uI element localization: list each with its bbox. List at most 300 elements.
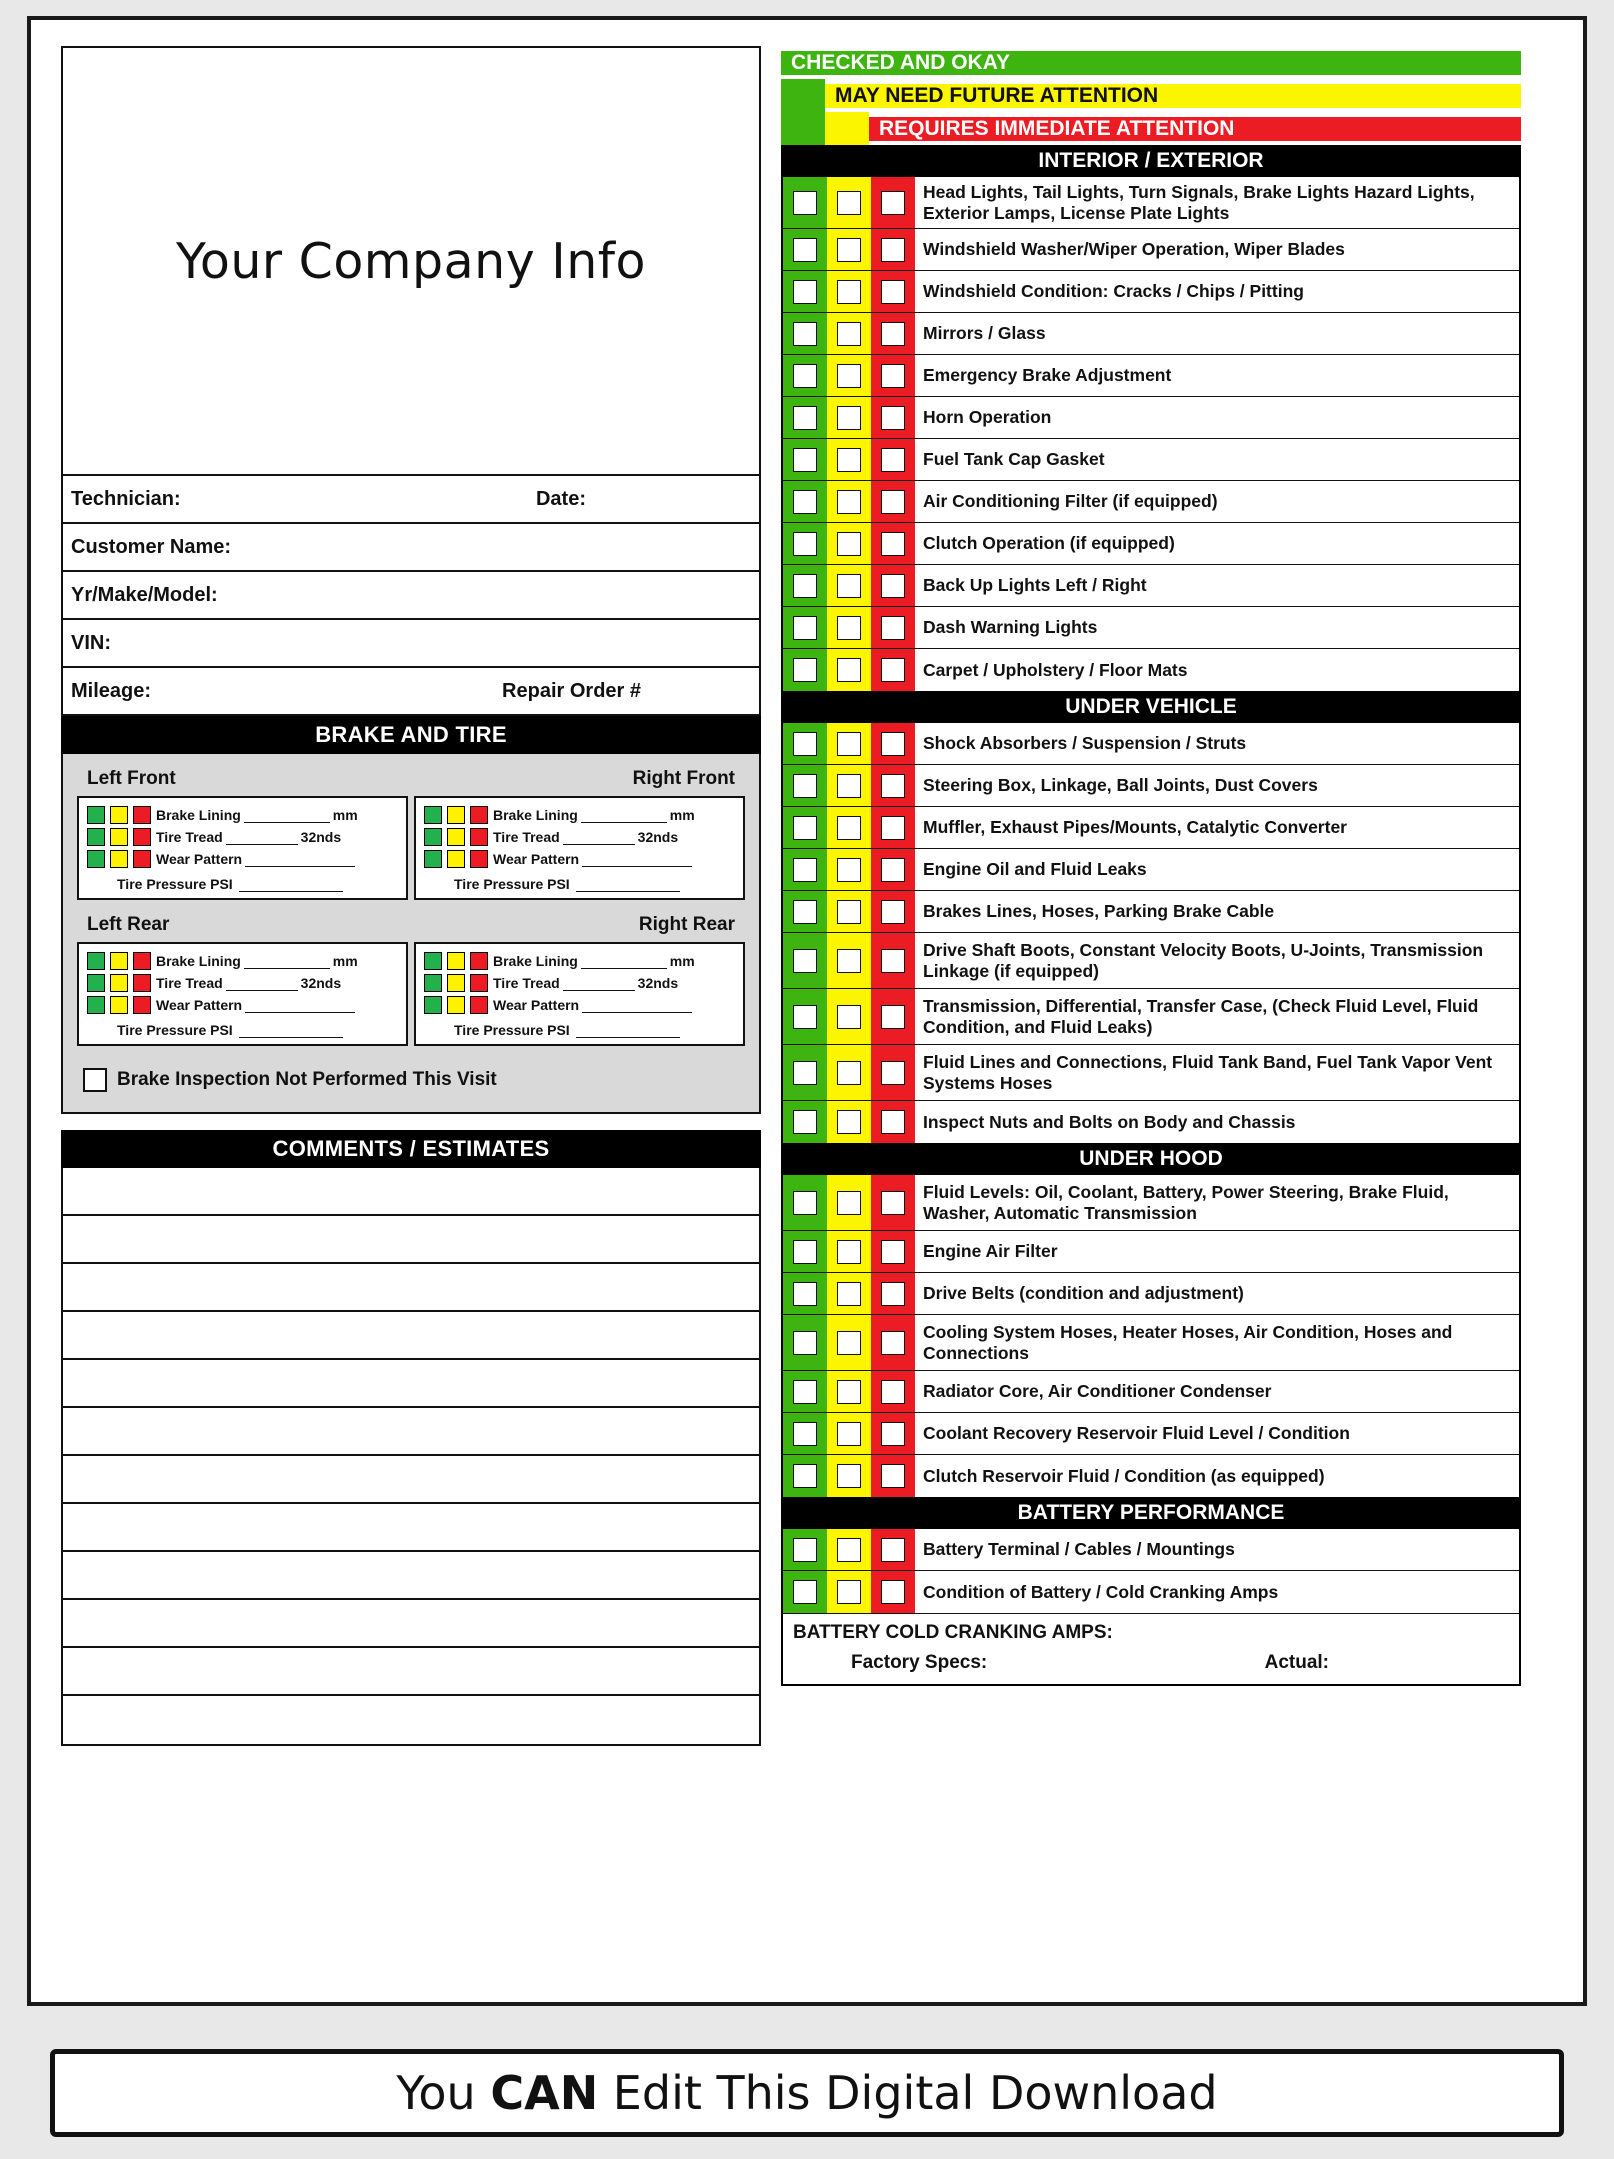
swatch-red-icon[interactable]	[470, 850, 488, 868]
checkbox-green[interactable]	[793, 448, 817, 472]
swatch-red-icon[interactable]	[470, 806, 488, 824]
comment-line[interactable]	[63, 1600, 759, 1648]
checkbox-yellow[interactable]	[837, 322, 861, 346]
cell-red[interactable]	[871, 313, 915, 354]
swatch-green-icon[interactable]	[87, 828, 105, 846]
checkbox-red[interactable]	[881, 406, 905, 430]
swatch-yellow-icon[interactable]	[110, 996, 128, 1014]
cell-yellow[interactable]	[827, 807, 871, 848]
cell-green[interactable]	[783, 1455, 827, 1497]
swatch-red-icon[interactable]	[470, 828, 488, 846]
cell-red[interactable]	[871, 723, 915, 764]
write-line[interactable]	[239, 880, 343, 892]
checkbox-green[interactable]	[793, 732, 817, 756]
checklist-row[interactable]	[783, 1529, 1519, 1571]
cell-red[interactable]	[871, 607, 915, 648]
checkbox-red[interactable]	[881, 1538, 905, 1562]
cell-yellow[interactable]	[827, 439, 871, 480]
cell-yellow[interactable]	[827, 649, 871, 691]
brake-not-performed-checkbox[interactable]	[83, 1068, 107, 1092]
write-line[interactable]	[244, 811, 330, 823]
write-line[interactable]	[226, 979, 298, 991]
wheel-line-brake-lining	[87, 952, 398, 970]
checklist-row[interactable]	[783, 807, 1519, 849]
cell-red[interactable]	[871, 891, 915, 932]
checkbox-red[interactable]	[881, 732, 905, 756]
checkbox-green[interactable]	[793, 490, 817, 514]
cell-yellow[interactable]	[827, 1371, 871, 1412]
checkbox-red[interactable]	[881, 1580, 905, 1604]
checklist-row[interactable]	[783, 1571, 1519, 1613]
swatch-yellow-icon[interactable]	[447, 974, 465, 992]
checkbox-green[interactable]	[793, 616, 817, 640]
cell-red[interactable]	[871, 1045, 915, 1100]
checkbox-green[interactable]	[793, 658, 817, 682]
cell-green[interactable]	[783, 481, 827, 522]
checkbox-green[interactable]	[793, 949, 817, 973]
wheel-label-right-rear: Right Rear	[638, 914, 735, 935]
cell-green[interactable]	[783, 765, 827, 806]
checklist-row[interactable]	[783, 1273, 1519, 1315]
cell-green[interactable]	[783, 177, 827, 228]
checklist-row[interactable]	[783, 439, 1519, 481]
cell-red[interactable]	[871, 1571, 915, 1613]
cell-green[interactable]	[783, 523, 827, 564]
cell-green[interactable]	[783, 807, 827, 848]
cell-yellow[interactable]	[827, 989, 871, 1044]
swatch-green-icon[interactable]	[424, 974, 442, 992]
checkbox-green[interactable]	[793, 406, 817, 430]
cell-yellow[interactable]	[827, 1455, 871, 1497]
comments-lines[interactable]	[61, 1168, 761, 1746]
swatch-red-icon[interactable]	[133, 806, 151, 824]
checkbox-yellow[interactable]	[837, 774, 861, 798]
checkbox-red[interactable]	[881, 858, 905, 882]
cell-green[interactable]	[783, 1571, 827, 1613]
checkbox-yellow[interactable]	[837, 1331, 861, 1355]
checklist-row[interactable]	[783, 607, 1519, 649]
cell-red[interactable]	[871, 849, 915, 890]
swatch-green-icon[interactable]	[424, 828, 442, 846]
cell-red[interactable]	[871, 439, 915, 480]
write-line[interactable]	[239, 1026, 343, 1038]
checkbox-yellow[interactable]	[837, 574, 861, 598]
checkbox-yellow[interactable]	[837, 532, 861, 556]
swatch-green-icon[interactable]	[87, 806, 105, 824]
swatch-red-icon[interactable]	[133, 974, 151, 992]
swatch-yellow-icon[interactable]	[447, 952, 465, 970]
checkbox-red[interactable]	[881, 280, 905, 304]
cell-green[interactable]	[783, 723, 827, 764]
checkbox-green[interactable]	[793, 1464, 817, 1488]
checkbox-green[interactable]	[793, 1422, 817, 1446]
checkbox-red[interactable]	[881, 900, 905, 924]
checkbox-yellow[interactable]	[837, 816, 861, 840]
checkbox-red[interactable]	[881, 1282, 905, 1306]
front-wheel-boxes	[77, 796, 745, 900]
cell-red[interactable]	[871, 933, 915, 988]
checklist-row[interactable]	[783, 989, 1519, 1045]
checkbox-yellow[interactable]	[837, 490, 861, 514]
cell-yellow[interactable]	[827, 177, 871, 228]
checklist-row[interactable]	[783, 1231, 1519, 1273]
comment-line[interactable]	[63, 1552, 759, 1600]
left-column	[61, 46, 761, 1976]
swatch-yellow-icon[interactable]	[447, 806, 465, 824]
cell-green[interactable]	[783, 1371, 827, 1412]
checkbox-yellow[interactable]	[837, 1005, 861, 1029]
checkbox-green[interactable]	[793, 1538, 817, 1562]
comment-line[interactable]	[63, 1504, 759, 1552]
cell-yellow[interactable]	[827, 271, 871, 312]
checklist-row[interactable]	[783, 481, 1519, 523]
cell-red[interactable]	[871, 1315, 915, 1370]
field-label-technician: Technician:	[71, 487, 181, 510]
cell-red[interactable]	[871, 1529, 915, 1570]
checkbox-green[interactable]	[793, 1282, 817, 1306]
cell-yellow[interactable]	[827, 523, 871, 564]
wheel-box-left-rear	[77, 942, 408, 1046]
wheel-box-right-rear	[414, 942, 745, 1046]
checklist-row[interactable]	[783, 723, 1519, 765]
company-info-box[interactable]	[61, 46, 761, 476]
checkbox-yellow[interactable]	[837, 1240, 861, 1264]
checkbox-red[interactable]	[881, 658, 905, 682]
swatch-yellow-icon[interactable]	[447, 996, 465, 1014]
cell-green[interactable]	[783, 439, 827, 480]
wheel-line-wear-pattern	[424, 996, 735, 1014]
checkbox-green[interactable]	[793, 900, 817, 924]
cell-yellow[interactable]	[827, 1045, 871, 1100]
checkbox-green[interactable]	[793, 1380, 817, 1404]
checkbox-yellow[interactable]	[837, 1538, 861, 1562]
comment-line[interactable]	[63, 1360, 759, 1408]
checkbox-yellow[interactable]	[837, 900, 861, 924]
cell-green[interactable]	[783, 1101, 827, 1143]
swatch-yellow-icon[interactable]	[447, 828, 465, 846]
comment-line[interactable]	[63, 1216, 759, 1264]
cell-green[interactable]	[783, 607, 827, 648]
checkbox-red[interactable]	[881, 774, 905, 798]
checkbox-green[interactable]	[793, 774, 817, 798]
checklist-label: Steering Box, Linkage, Ball Joints, Dust Covers	[923, 775, 1318, 796]
cell-green[interactable]	[783, 1273, 827, 1314]
label-tire-pressure: Tire Pressure PSI	[117, 1022, 233, 1038]
checkbox-red[interactable]	[881, 1331, 905, 1355]
cell-green[interactable]	[783, 1413, 827, 1454]
checkbox-red[interactable]	[881, 322, 905, 346]
swatch-red-icon[interactable]	[133, 996, 151, 1014]
cell-yellow[interactable]	[827, 607, 871, 648]
checkbox-red[interactable]	[881, 490, 905, 514]
checkbox-green[interactable]	[793, 858, 817, 882]
write-line[interactable]	[563, 979, 635, 991]
checkbox-yellow[interactable]	[837, 732, 861, 756]
checkbox-green[interactable]	[793, 238, 817, 262]
checklist-row[interactable]	[783, 523, 1519, 565]
cell-green[interactable]	[783, 891, 827, 932]
checklist-row[interactable]	[783, 649, 1519, 691]
cell-red[interactable]	[871, 1231, 915, 1272]
checkbox-yellow[interactable]	[837, 1110, 861, 1134]
checkbox-yellow[interactable]	[837, 858, 861, 882]
checkbox-red[interactable]	[881, 191, 905, 215]
checkbox-green[interactable]	[793, 364, 817, 388]
cell-green[interactable]	[783, 933, 827, 988]
swatch-yellow-icon[interactable]	[447, 850, 465, 868]
swatch-green-icon[interactable]	[87, 974, 105, 992]
cell-yellow[interactable]	[827, 1315, 871, 1370]
write-line[interactable]	[576, 880, 680, 892]
cell-yellow[interactable]	[827, 397, 871, 438]
swatch-yellow-icon[interactable]	[110, 952, 128, 970]
field-vin[interactable]	[61, 620, 761, 668]
field-mileage[interactable]	[61, 668, 761, 716]
comment-line[interactable]	[63, 1264, 759, 1312]
checkbox-red[interactable]	[881, 1061, 905, 1085]
checkbox-yellow[interactable]	[837, 280, 861, 304]
checkbox-red[interactable]	[881, 1110, 905, 1134]
swatch-green-icon[interactable]	[424, 806, 442, 824]
checkbox-red[interactable]	[881, 616, 905, 640]
checkbox-green[interactable]	[793, 322, 817, 346]
cell-red[interactable]	[871, 1371, 915, 1412]
write-line[interactable]	[563, 833, 635, 845]
checkbox-red[interactable]	[881, 1005, 905, 1029]
checkbox-yellow[interactable]	[837, 658, 861, 682]
checklist-row[interactable]	[783, 849, 1519, 891]
comment-line[interactable]	[63, 1408, 759, 1456]
checklist-row[interactable]	[783, 1101, 1519, 1143]
swatch-red-icon[interactable]	[133, 952, 151, 970]
checkbox-green[interactable]	[793, 1005, 817, 1029]
swatch-green-icon[interactable]	[424, 996, 442, 1014]
checklist-row[interactable]	[783, 1315, 1519, 1371]
comment-line[interactable]	[63, 1312, 759, 1360]
cell-red[interactable]	[871, 1273, 915, 1314]
cell-red[interactable]	[871, 1413, 915, 1454]
cell-green[interactable]	[783, 313, 827, 354]
swatch-red-icon[interactable]	[470, 974, 488, 992]
cell-red[interactable]	[871, 177, 915, 228]
cell-red[interactable]	[871, 765, 915, 806]
write-line[interactable]	[581, 957, 667, 969]
checklist-row[interactable]	[783, 1455, 1519, 1497]
comment-line[interactable]	[63, 1456, 759, 1504]
section-header-interior-exterior: INTERIOR / EXTERIOR	[781, 145, 1521, 177]
checklist-row[interactable]	[783, 565, 1519, 607]
swatch-red-icon[interactable]	[133, 828, 151, 846]
checkbox-yellow[interactable]	[837, 1191, 861, 1215]
checkbox-green[interactable]	[793, 816, 817, 840]
checklist-row[interactable]	[783, 1413, 1519, 1455]
checkbox-yellow[interactable]	[837, 406, 861, 430]
cell-yellow[interactable]	[827, 933, 871, 988]
swatch-green-icon[interactable]	[424, 952, 442, 970]
swatch-red-icon[interactable]	[470, 952, 488, 970]
checklist-row[interactable]	[783, 313, 1519, 355]
checklist-label: Carpet / Upholstery / Floor Mats	[923, 659, 1188, 680]
checkbox-yellow[interactable]	[837, 1580, 861, 1604]
checkbox-green[interactable]	[793, 1061, 817, 1085]
cell-yellow[interactable]	[827, 313, 871, 354]
checklist-row[interactable]	[783, 271, 1519, 313]
checklist-row[interactable]	[783, 933, 1519, 989]
cell-green[interactable]	[783, 1529, 827, 1570]
cell-green[interactable]	[783, 1175, 827, 1230]
checkbox-green[interactable]	[793, 1240, 817, 1264]
checkbox-yellow[interactable]	[837, 1422, 861, 1446]
cell-yellow[interactable]	[827, 1231, 871, 1272]
cell-green[interactable]	[783, 849, 827, 890]
checkbox-green[interactable]	[793, 280, 817, 304]
cell-red[interactable]	[871, 565, 915, 606]
write-line[interactable]	[244, 957, 330, 969]
cell-yellow[interactable]	[827, 355, 871, 396]
cell-green[interactable]	[783, 229, 827, 270]
checkbox-yellow[interactable]	[837, 949, 861, 973]
cell-red[interactable]	[871, 481, 915, 522]
cell-green[interactable]	[783, 397, 827, 438]
cell-yellow[interactable]	[827, 1175, 871, 1230]
field-customer-name[interactable]	[61, 524, 761, 572]
write-line[interactable]	[226, 833, 298, 845]
cell-yellow[interactable]	[827, 849, 871, 890]
cell-red[interactable]	[871, 271, 915, 312]
cell-yellow[interactable]	[827, 1413, 871, 1454]
checklist-row[interactable]	[783, 1045, 1519, 1101]
write-line[interactable]	[582, 1001, 692, 1013]
cell-red[interactable]	[871, 355, 915, 396]
cell-yellow[interactable]	[827, 891, 871, 932]
checkbox-yellow[interactable]	[837, 364, 861, 388]
checkbox-red[interactable]	[881, 1422, 905, 1446]
checkbox-yellow[interactable]	[837, 1464, 861, 1488]
comment-line[interactable]	[63, 1168, 759, 1216]
legend-label-yellow: MAY NEED FUTURE ATTENTION	[835, 83, 1159, 107]
checkbox-red[interactable]	[881, 448, 905, 472]
swatch-yellow-icon[interactable]	[110, 806, 128, 824]
banner-post: Edit This Digital Download	[598, 2066, 1218, 2120]
comment-line[interactable]	[63, 1696, 759, 1744]
cell-yellow[interactable]	[827, 1571, 871, 1613]
cell-green[interactable]	[783, 649, 827, 691]
checklist-row[interactable]	[783, 1175, 1519, 1231]
cell-green[interactable]	[783, 271, 827, 312]
field-technician[interactable]	[61, 476, 761, 524]
battery-factory-specs-label: Factory Specs:	[851, 1652, 988, 1673]
checkbox-yellow[interactable]	[837, 448, 861, 472]
cell-green[interactable]	[783, 1315, 827, 1370]
checkbox-red[interactable]	[881, 1380, 905, 1404]
checklist-row[interactable]	[783, 229, 1519, 271]
checklist-row[interactable]	[783, 397, 1519, 439]
comment-line[interactable]	[63, 1648, 759, 1696]
write-line[interactable]	[581, 811, 667, 823]
cell-green[interactable]	[783, 1045, 827, 1100]
cell-red[interactable]	[871, 1175, 915, 1230]
checkbox-red[interactable]	[881, 238, 905, 262]
cell-yellow[interactable]	[827, 765, 871, 806]
swatch-red-icon[interactable]	[470, 996, 488, 1014]
checkbox-green[interactable]	[793, 1580, 817, 1604]
checkbox-green[interactable]	[793, 1191, 817, 1215]
checklist-row[interactable]	[783, 177, 1519, 229]
swatch-green-icon[interactable]	[87, 850, 105, 868]
checklist-row[interactable]	[783, 765, 1519, 807]
cell-green[interactable]	[783, 989, 827, 1044]
swatch-green-icon[interactable]	[87, 996, 105, 1014]
cell-green[interactable]	[783, 355, 827, 396]
checkbox-yellow[interactable]	[837, 1061, 861, 1085]
checkbox-red[interactable]	[881, 574, 905, 598]
checkbox-red[interactable]	[881, 1240, 905, 1264]
cell-yellow[interactable]	[827, 1529, 871, 1570]
battery-cca-footer[interactable]	[781, 1613, 1521, 1686]
checkbox-green[interactable]	[793, 574, 817, 598]
cell-red[interactable]	[871, 523, 915, 564]
legend-green-strip	[781, 112, 825, 145]
checkbox-yellow[interactable]	[837, 616, 861, 640]
cell-yellow[interactable]	[827, 1101, 871, 1143]
checkbox-green[interactable]	[793, 1331, 817, 1355]
cell-red[interactable]	[871, 229, 915, 270]
checkbox-red[interactable]	[881, 816, 905, 840]
swatch-yellow-icon[interactable]	[110, 850, 128, 868]
swatch-green-icon[interactable]	[87, 952, 105, 970]
cell-yellow[interactable]	[827, 481, 871, 522]
field-yr-make-model[interactable]	[61, 572, 761, 620]
cell-yellow[interactable]	[827, 723, 871, 764]
checklist-row[interactable]	[783, 355, 1519, 397]
swatch-yellow-icon[interactable]	[110, 974, 128, 992]
cell-red[interactable]	[871, 1101, 915, 1143]
brake-not-performed-row[interactable]	[77, 1068, 745, 1092]
write-line[interactable]	[582, 855, 692, 867]
cell-red[interactable]	[871, 397, 915, 438]
cell-red[interactable]	[871, 807, 915, 848]
checkbox-red[interactable]	[881, 364, 905, 388]
cell-green[interactable]	[783, 565, 827, 606]
checkbox-green[interactable]	[793, 191, 817, 215]
write-line[interactable]	[576, 1026, 680, 1038]
checkbox-red[interactable]	[881, 1464, 905, 1488]
cell-red[interactable]	[871, 649, 915, 691]
checklist-row[interactable]	[783, 891, 1519, 933]
cell-yellow[interactable]	[827, 1273, 871, 1314]
cell-red[interactable]	[871, 989, 915, 1044]
cell-yellow[interactable]	[827, 565, 871, 606]
write-line[interactable]	[245, 855, 355, 867]
checkbox-yellow[interactable]	[837, 1380, 861, 1404]
cell-green[interactable]	[783, 1231, 827, 1272]
swatch-yellow-icon[interactable]	[110, 828, 128, 846]
checkbox-yellow[interactable]	[837, 1282, 861, 1306]
checkbox-yellow[interactable]	[837, 238, 861, 262]
checkbox-yellow[interactable]	[837, 191, 861, 215]
write-line[interactable]	[245, 1001, 355, 1013]
cell-yellow[interactable]	[827, 229, 871, 270]
checkbox-green[interactable]	[793, 532, 817, 556]
checklist-row[interactable]	[783, 1371, 1519, 1413]
cell-red[interactable]	[871, 1455, 915, 1497]
swatch-green-icon[interactable]	[424, 850, 442, 868]
checkbox-red[interactable]	[881, 532, 905, 556]
checkbox-red[interactable]	[881, 1191, 905, 1215]
checkbox-green[interactable]	[793, 1110, 817, 1134]
checkbox-red[interactable]	[881, 949, 905, 973]
swatch-red-icon[interactable]	[133, 850, 151, 868]
